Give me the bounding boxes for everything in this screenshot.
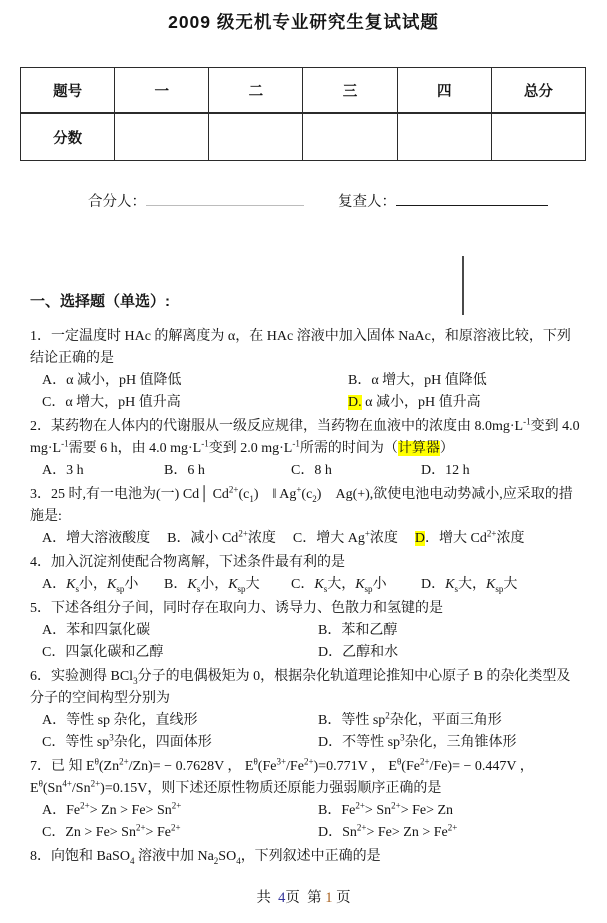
question-4-option-A: A．$K_s$小，$K_{sp}$小	[42, 577, 139, 594]
question-4-option-B: B．$K_s$小，$K_{sp}$大	[164, 577, 260, 594]
question-2-options	[30, 460, 583, 482]
question-4-option-C: C．$K_s$大，$K_{sp}$小	[291, 577, 387, 594]
combiner-label: 合分人：	[88, 194, 146, 210]
page-title: 2009 级无机专业研究生复试试题	[168, 12, 439, 32]
question-3-option-D: D．增大 $Cd^{2+}$浓度	[414, 528, 525, 546]
question-1-stem: 1．一定温度时 HAc 的解离度为 α，在 HAc 溶液中加入固体 NaAc，和原溶液比较，下列结论正确的是	[30, 329, 571, 366]
question-3	[30, 484, 583, 550]
page-footer	[0, 886, 607, 907]
score-table-header-cell: 总分	[491, 68, 585, 114]
score-cell-empty	[209, 113, 303, 161]
questions	[30, 326, 583, 868]
question-2-option-A: A．3 h	[42, 463, 84, 478]
question-6-stem: 6．实验测得 BCl$_3$分子的电偶极矩为 0，根据杂化轨道理论推知中心原子 B 的杂化类型及分子的空间构型分别为	[30, 669, 571, 706]
score-cell-empty	[115, 113, 209, 161]
question-6	[30, 666, 583, 754]
score-table-header-cell: 一	[115, 68, 209, 114]
score-table-header-cell: 四	[397, 68, 491, 114]
signature-row	[88, 190, 607, 211]
question-5-option-C: C．四氯化碳和乙醇	[42, 645, 164, 660]
question-6-option-B: B．等性 $sp^2$杂化，平面三角形	[318, 710, 502, 728]
score-table-header-row	[21, 68, 586, 114]
score-table-header-cell: 二	[209, 68, 303, 114]
footer-page-number: 1	[325, 890, 333, 906]
question-5	[30, 598, 583, 664]
question-2-option-C: C．8 h	[291, 463, 332, 478]
question-1-option-A: A．α 减小，pH 值降低	[42, 373, 182, 388]
question-3-option-A: A．增大溶液酸度	[42, 531, 151, 546]
question-7-option-B: B．$Fe^{2+}> Sn^{2+}> Fe> Zn$	[318, 800, 454, 818]
question-5-option-D: D．乙醇和水	[318, 645, 399, 660]
combiner-signature-blank	[146, 190, 304, 206]
question-4	[30, 552, 583, 596]
question-5-stem: 5．下述各组分子间，同时存在取向力、诱导力、色散力和氢键的是	[30, 601, 443, 616]
question-7	[30, 756, 583, 844]
section-heading: 一、选择题（单选）:	[30, 293, 170, 310]
question-1-option-C: C．α 增大，pH 值升高	[42, 395, 181, 410]
question-4-options	[30, 574, 583, 596]
question-3-option-B: B．减小 $Cd^{2+}$浓度	[167, 528, 276, 546]
score-row-label: 分数	[21, 113, 115, 161]
question-6-option-A: A．等性 sp 杂化，直线形	[42, 713, 198, 728]
stray-cursor-mark	[462, 256, 464, 315]
reviewer-label: 复查人：	[338, 194, 396, 210]
question-2-option-D: D．12 h	[421, 463, 470, 478]
question-5-option-B: B．苯和乙醇	[318, 623, 398, 638]
question-1-option-D: D. α 减小，pH 值升高	[348, 395, 481, 410]
score-cell-empty	[397, 113, 491, 161]
footer-total-pages: 4	[278, 890, 286, 906]
question-8-stem: 8．向饱和 BaSO$_4$ 溶液中加 $Na_2SO_4$，下列叙述中正确的是	[30, 849, 381, 866]
question-4-option-D: D．$K_s$大，$K_{sp}$大	[421, 577, 518, 594]
score-cell-empty	[303, 113, 397, 161]
question-7-stem: 7．已 知 $E^\theta(Zn^{2+}/Zn)= - 0.7628V$ ， $E^\theta(Fe^{3+}/Fe^{2+})=0.771V$ ， $E^\theta(Fe^{2+}/Fe)= - 0.447V$ ，$E^\theta(Sn^{4+}/Sn^{2+})=0.15V$，则下述还原性物质还原能力强弱顺序正确的是	[30, 756, 534, 796]
score-table	[20, 67, 586, 161]
question-5-option-A: A．苯和四氯化碳	[42, 623, 151, 638]
footer-total-label: 共	[256, 890, 279, 906]
question-2-option-B: B．6 h	[164, 463, 205, 478]
question-1-options	[30, 370, 583, 414]
reviewer-signature-blank	[396, 190, 548, 206]
question-3-option-C: C．增大 Ag+浓度	[292, 528, 398, 546]
question-7-option-D: D．$Sn^{2+}> Fe> Zn > Fe^{2+}$	[318, 822, 458, 840]
question-3-options	[30, 528, 583, 550]
score-table-header-cell: 题号	[21, 68, 115, 114]
question-7-option-A: A．$Fe^{2+}> Zn > Fe> Sn^{2+}$	[42, 800, 182, 818]
question-1-option-B: B．α 增大，pH 值降低	[348, 373, 487, 388]
footer-page-label: 第	[307, 890, 326, 906]
question-2	[30, 416, 583, 482]
footer-page-word: 页	[332, 890, 351, 906]
question-6-option-C: C．等性 $sp^3$杂化，四面体形	[42, 732, 212, 750]
question-4-stem: 4．加入沉淀剂使配合物离解，下述条件最有利的是	[30, 555, 345, 570]
score-cell-empty	[491, 113, 585, 161]
question-1	[30, 326, 583, 414]
question-5-options	[30, 620, 583, 664]
question-6-option-D: D．不等性 $sp^3$杂化，三角锥体形	[318, 732, 517, 750]
question-3-stem: 3．25 时,有一电池为(一) Cd│ $Cd^{2+}(c_1)$ ‖ $Ag^+(c_2)$ Ag(+),欲使电池电动势减小,应采取的措施是:	[30, 484, 573, 524]
question-7-option-C: C．$Zn > Fe> Sn^{2+}> Fe^{2+}$	[42, 822, 181, 840]
question-6-options	[30, 710, 583, 754]
score-table-header-cell: 三	[303, 68, 397, 114]
footer-pages-word: 页	[285, 890, 308, 906]
score-table-score-row	[21, 113, 586, 161]
question-7-options	[30, 800, 583, 844]
question-2-stem: 2．某药物在人体内的代谢服从一级反应规律，当药物在血液中的浓度由 $8.0mg\cdot L^{-1}$变到 4.0 $mg\cdot L^{-1}$需要 6 h，由 4.0 $mg\cdot L^{-1}$变到 2.0 $mg\cdot L^{-1}$所需的时间为（计算器）	[30, 416, 580, 456]
question-8	[30, 846, 583, 868]
